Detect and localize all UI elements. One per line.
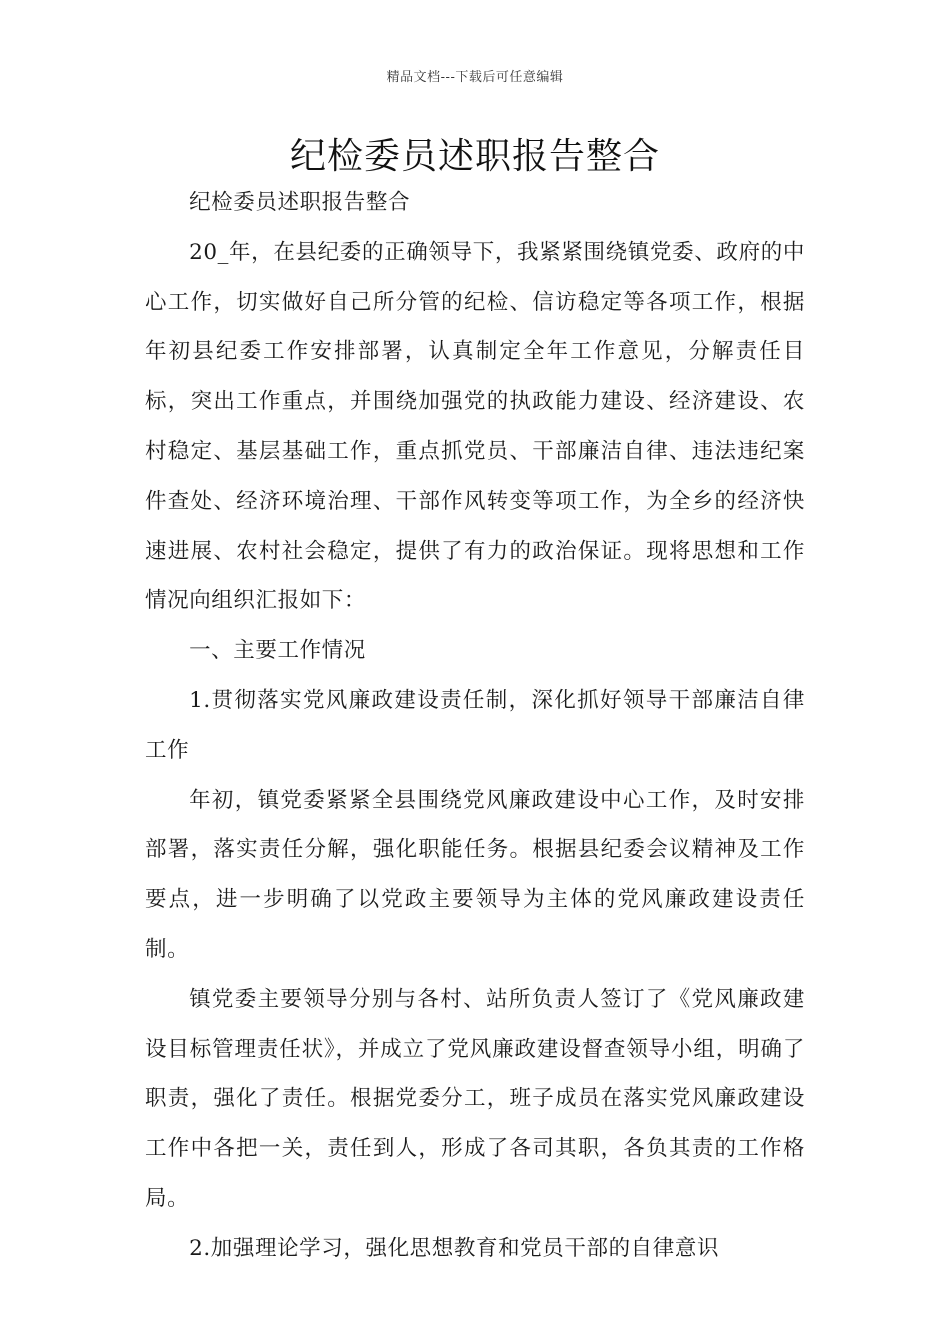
document-body <box>145 178 805 1274</box>
header-note: 精品文档---下载后可任意编辑 <box>386 70 564 85</box>
subsection-heading-1: 1.贯彻落实党风廉政建设责任制，深化抓好领导干部廉洁自律工作 <box>145 687 805 763</box>
section-heading: 一、主要工作情况 <box>189 638 366 664</box>
paragraph-intro: 20_年，在县纪委的正确领导下，我紧紧围绕镇党委、政府的中心工作，切实做好自己所分管的纪检、信访稳定等各项工作，根据年初县纪委工作安排部署，认真制定全年工作意见，分解责任目标，突出工作重点，并围绕加强党的执政能力建设、经济建设、农村稳定、基层基础工作，重点抓党员、干部廉洁自律、违法违纪案件查处、经济环境治理、干部作风转变等项工作，为全乡的经济快速进展、农村社会稳定，提供了有力的政治保证。现将思想和工作情况向组织汇报如下： <box>145 239 805 614</box>
subsection-heading-2: 2.加强理论学习，强化思想教育和党员干部的自律意识 <box>189 1235 720 1261</box>
paragraph-subtitle: 纪检委员述职报告整合 <box>189 190 411 215</box>
paragraph-body: 镇党委主要领导分别与各村、站所负责人签订了《党风廉政建设目标管理责任状》，并成立了党风廉政建设督查领导小组，明确了职责，强化了责任。根据党委分工，班子成员在落实党风廉政建设工作中各把一关，责任到人，形成了各司其职，各负其责的工作格局。 <box>145 986 805 1211</box>
paragraph-body: 年初，镇党委紧紧全县围绕党风廉政建设中心工作，及时安排部署，落实责任分解，强化职能任务。根据县纪委会议精神及工作要点，进一步明确了以党政主要领导为主体的党风廉政建设责任制。 <box>145 787 805 962</box>
document-title: 纪检委员述职报告整合 <box>289 136 660 177</box>
